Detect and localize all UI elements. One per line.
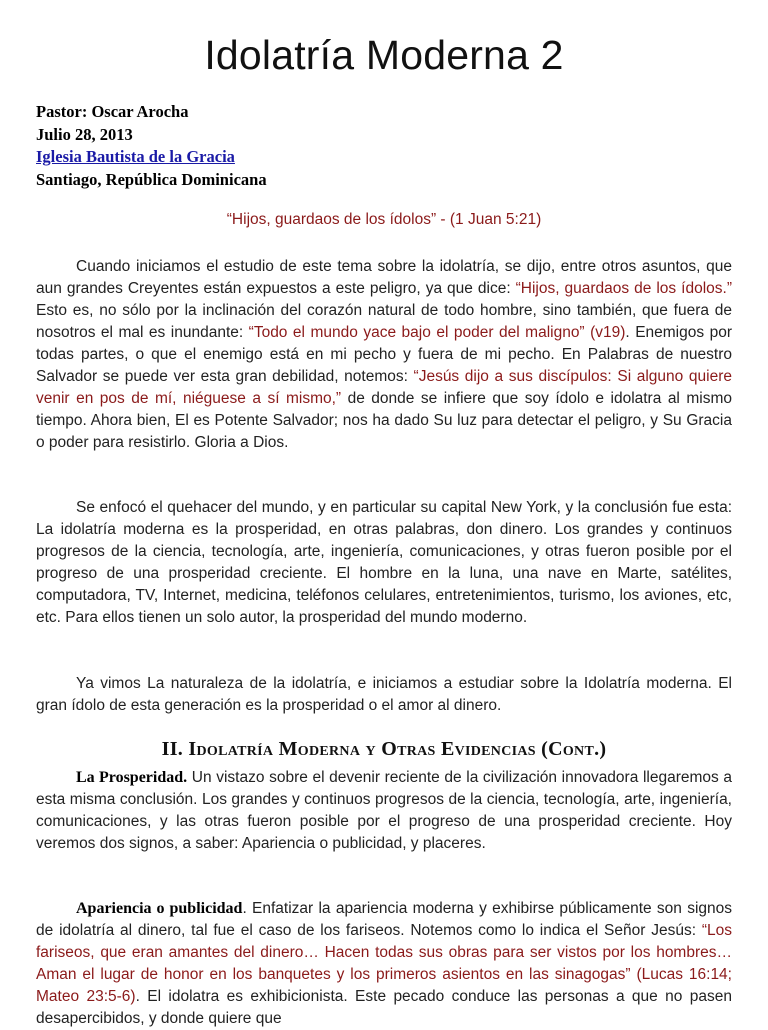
- p1-text-1: Cuando iniciamos el estudio de este tema sobre la idolatría, se dijo, entre otros asuntos, que aun grandes Creyentes están expuestos a este peligro, ya que dice:: [36, 258, 732, 297]
- date-line: Julio 28, 2013: [36, 124, 133, 144]
- sermon-meta: [36, 101, 636, 191]
- p4-text: Un vistazo sobre el devenir reciente de la civilización innovadora llegaremos a esta misma conclusión. Los grandes y continuos progresos de la ciencia, tecnología, arte, ingeniería, comunicaciones, y las otras fueron posible por el progreso de una prosperidad creciente. Hoy veremos dos signos, a saber: Apariencia o publicidad, y placeres.: [36, 769, 733, 852]
- pastor-line: Pastor: Oscar Arocha: [36, 102, 189, 121]
- p1-text-3: . Enemigos por todas partes, o que el enemigo está en mi pecho y fuera de mi pecho. En Palabras de nuestro Salvador se puede ver esta gran debilidad, notemos:: [36, 323, 732, 385]
- p1-quote-1: “Hijos, guardaos de los ídolos.”: [515, 279, 732, 297]
- p3-text: Ya vimos La naturaleza de la idolatría, e iniciamos a estudiar sobre la Idolatría moderna. El gran ídolo de esta generación es la prosperidad o el amor al dinero.: [36, 675, 732, 714]
- paragraph-5: [36, 898, 732, 1030]
- church-link[interactable]: Iglesia Bautista de la Gracia: [36, 147, 235, 166]
- page-title: Idolatría Moderna 2: [204, 32, 564, 78]
- p1-text-4: de donde se infiere que soy ídolo e idolatra al mismo tiempo. Ahora bien, El es Potente Salvador; nos ha dado Su luz para detectar el peligro, y Su Gracia o poder para resistirlo. Gloria a Dios.: [36, 389, 732, 451]
- p5-text-2: . El idolatra es exhibicionista. Este pecado conduce las personas a que no pasen desapercibidos, y donde quiere que: [36, 987, 732, 1027]
- paragraph-4: [36, 767, 732, 855]
- paragraph-1: [36, 256, 732, 454]
- p4-lead: La Prosperidad.: [76, 769, 188, 786]
- p2-text: Se enfocó el quehacer del mundo, y en particular su capital New York, y la conclusión fue esta: La idolatría moderna es la prosperidad, en otras palabras, don dinero. Los grandes y continuos progresos de la ciencia, tecnología, arte, ingeniería, comunicaciones, y otras fueron posible por el progreso de una prosperidad creciente. El hombre en la luna, una nave en Marte, satélites, computadora, TV, Internet, medicina, teléfonos celulares, entretenimientos, turismo, los aviones, etc, etc. Para ellos tienen un solo autor, la prosperidad del mundo moderno.: [36, 499, 732, 626]
- p5-quote-1: “Los fariseos, que eran amantes del dinero… Hacen todas sus obras para ser vistos por los hombres…Aman el lugar de honor en los banquetes y los primeros asientos en las sinagogas” (Lucas 16:14; Mateo 23:5-6): [36, 921, 732, 1005]
- location-line: Santiago, República Dominicana: [36, 169, 267, 189]
- p5-lead: Apariencia o publicidad: [76, 900, 243, 917]
- epigraph-quote: “Hijos, guardaos de los ídolos” - (1 Juan 5:21): [226, 211, 542, 228]
- paragraph-3: [36, 673, 732, 717]
- paragraph-2: [36, 497, 732, 629]
- p1-text-2: Esto es, no sólo por la inclinación del corazón natural de todo hombre, sino también, que fuera de nosotros el mal es inundante:: [36, 301, 732, 341]
- p5-text-1: . Enfatizar la apariencia moderna y exhibirse públicamente son signos de idolatría al dinero, tal fue el caso de los fariseos. Notemos como lo indica el Señor Jesús:: [36, 900, 732, 939]
- p1-quote-3: “Jesús dijo a sus discípulos: Si alguno quiere venir en pos de mí, niéguese a sí mismo,”: [36, 367, 732, 407]
- p1-quote-2: “Todo el mundo yace bajo el poder del maligno” (v19): [248, 323, 626, 341]
- section-heading: II. Idolatría Moderna y Otras Evidencias (Cont.): [161, 738, 607, 760]
